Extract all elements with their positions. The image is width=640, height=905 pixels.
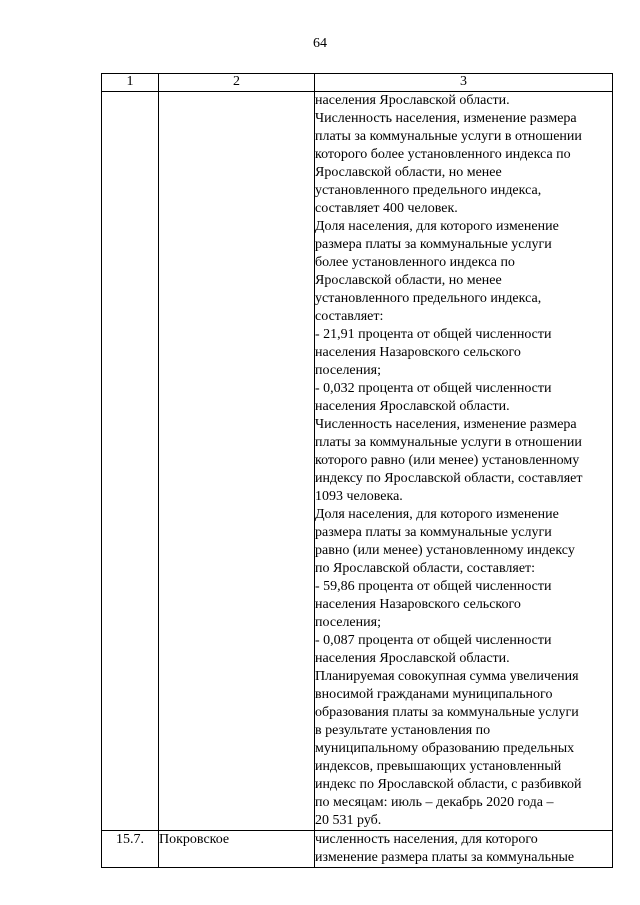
text-line: муниципальному образованию предельных: [315, 741, 575, 756]
text-line: поселения;: [315, 615, 381, 630]
text-line: населения Ярославской области.: [315, 651, 510, 666]
text-line: Доля населения, для которого изменение: [315, 507, 559, 522]
text-line: населения Назаровского сельского: [315, 597, 521, 612]
text-line: численность населения, для которого: [315, 832, 538, 847]
text-line: индексу по Ярославской области, составляет: [315, 471, 583, 486]
text-line: платы за коммунальные услуги в отношении: [315, 129, 582, 144]
table-row: [102, 831, 613, 868]
row-number-cell: 15.7.: [102, 831, 159, 868]
column-header-3: 3: [315, 74, 613, 92]
text-line: населения Ярославской области.: [315, 93, 510, 108]
text-line: составляет 400 человек.: [315, 201, 458, 216]
text-line: - 59,86 процента от общей численности: [315, 579, 552, 594]
text-line: платы за коммунальные услуги в отношении: [315, 435, 582, 450]
text-line: равно (или менее) установленному индексу: [315, 543, 575, 558]
table-header-row: [102, 74, 613, 92]
text-line: Численность населения, изменение размера: [315, 417, 577, 432]
text-line: индексов, превышающих установленный: [315, 759, 562, 774]
column-header-1: 1: [102, 74, 159, 92]
text-line: Доля населения, для которого изменение: [315, 219, 559, 234]
text-line: составляет:: [315, 309, 384, 324]
text-line: - 0,032 процента от общей численности: [315, 381, 552, 396]
column-header-2: 2: [159, 74, 315, 92]
text-line: размера платы за коммунальные услуги: [315, 237, 552, 252]
row-number-cell: [102, 92, 159, 831]
description-cell: [315, 831, 613, 868]
text-line: Ярославской области, но менее: [315, 273, 502, 288]
text-line: 20 531 руб.: [315, 813, 382, 828]
text-line: 1093 человека.: [315, 489, 403, 504]
text-line: в результате установления по: [315, 723, 491, 738]
text-line: которого более установленного индекса по: [315, 147, 571, 162]
text-line: которого равно (или менее) установленному: [315, 453, 580, 468]
text-line: населения Ярославской области.: [315, 399, 510, 414]
text-line: Планируемая совокупная сумма увеличения: [315, 669, 579, 684]
document-table: [101, 73, 613, 868]
text-line: поселения;: [315, 363, 381, 378]
description-cell: [315, 92, 613, 831]
text-line: по месяцам: июль – декабрь 2020 года –: [315, 795, 554, 810]
settlement-name-cell: [159, 92, 315, 831]
page-number: 64: [313, 36, 327, 51]
text-line: установленного предельного индекса,: [315, 183, 542, 198]
text-line: более установленного индекса по: [315, 255, 515, 270]
text-line: индекс по Ярославской области, с разбивкой: [315, 777, 582, 792]
text-line: - 0,087 процента от общей численности: [315, 633, 552, 648]
table-row: [102, 92, 613, 831]
text-line: по Ярославской области, составляет:: [315, 561, 536, 576]
text-line: Ярославской области, но менее: [315, 165, 502, 180]
text-line: установленного предельного индекса,: [315, 291, 542, 306]
text-line: размера платы за коммунальные услуги: [315, 525, 552, 540]
text-line: вносимой гражданами муниципального: [315, 687, 553, 702]
text-line: - 21,91 процента от общей численности: [315, 327, 552, 342]
settlement-name-cell: Покровское: [159, 831, 315, 868]
text-line: образования платы за коммунальные услуги: [315, 705, 579, 720]
text-line: Численность населения, изменение размера: [315, 111, 577, 126]
text-line: населения Назаровского сельского: [315, 345, 521, 360]
text-line: изменение размера платы за коммунальные: [315, 850, 575, 865]
